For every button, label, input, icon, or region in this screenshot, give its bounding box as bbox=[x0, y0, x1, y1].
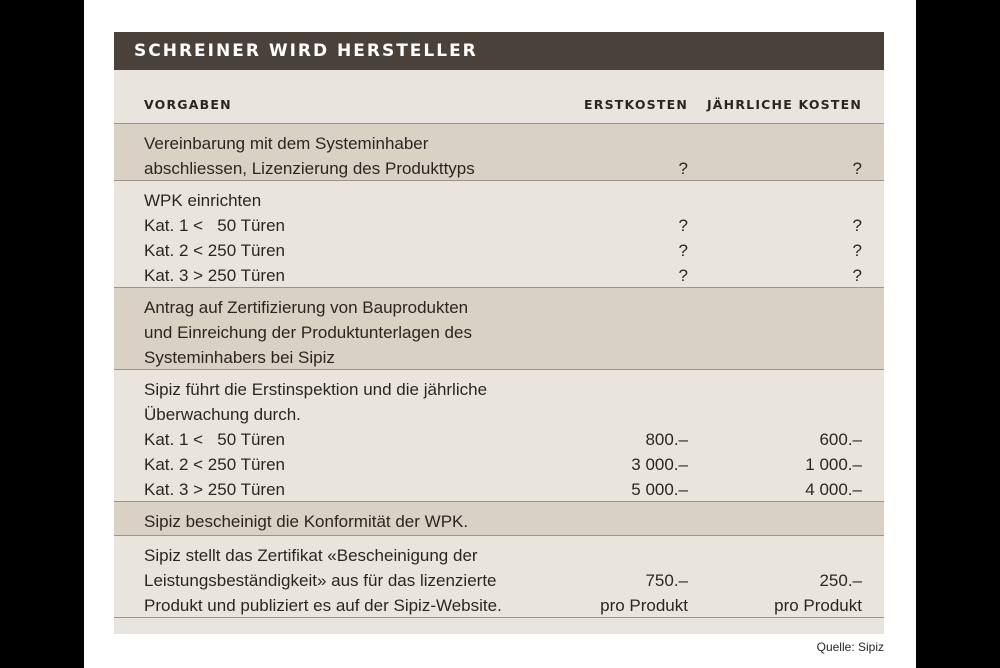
row-description: Kat. 2 < 250 Türen bbox=[144, 455, 285, 474]
row-description: Produkt und publiziert es auf der Sipiz-Website. bbox=[144, 596, 502, 615]
jaehrliche-kosten-value: 250.– bbox=[819, 571, 862, 590]
row-line bbox=[114, 477, 884, 502]
row-description: abschliessen, Lizenzierung des Produkttyps bbox=[144, 159, 475, 178]
table-row bbox=[114, 370, 884, 502]
erstkosten-value: 5 000.– bbox=[631, 480, 688, 499]
cost-table bbox=[114, 70, 884, 618]
table-header bbox=[114, 70, 884, 124]
row-line bbox=[114, 238, 884, 263]
table-row bbox=[114, 124, 884, 181]
table-row bbox=[114, 181, 884, 288]
row-line bbox=[114, 345, 884, 370]
row-line bbox=[114, 188, 884, 213]
row-line bbox=[114, 427, 884, 452]
jaehrliche-kosten-value: 600.– bbox=[819, 430, 862, 449]
table-title: SCHREINER WIRD HERSTELLER bbox=[114, 32, 884, 70]
row-line bbox=[114, 213, 884, 238]
row-description: und Einreichung der Produktunterlagen des bbox=[144, 323, 472, 342]
row-description: Kat. 2 < 250 Türen bbox=[144, 241, 285, 260]
row-description: Sipiz führt die Erstinspektion und die jährliche bbox=[144, 380, 488, 399]
jaehrliche-kosten-value: 1 000.– bbox=[805, 455, 862, 474]
row-description: Kat. 3 > 250 Türen bbox=[144, 266, 285, 285]
erstkosten-value: 800.– bbox=[645, 430, 688, 449]
row-line bbox=[114, 568, 884, 593]
row-line bbox=[114, 402, 884, 427]
page bbox=[84, 0, 916, 668]
table-row bbox=[114, 536, 884, 618]
erstkosten-value: 750.– bbox=[645, 571, 688, 590]
jaehrliche-kosten-value: 4 000.– bbox=[805, 480, 862, 499]
jaehrliche-kosten-value: ? bbox=[852, 241, 862, 260]
row-description: Antrag auf Zertifizierung von Bauprodukten bbox=[144, 298, 469, 317]
row-line bbox=[114, 131, 884, 156]
header-vorgaben: VORGABEN bbox=[144, 97, 232, 112]
row-description: WPK einrichten bbox=[144, 191, 262, 210]
row-line bbox=[114, 263, 884, 288]
row-description: Sipiz stellt das Zertifikat «Bescheinigung der bbox=[144, 546, 478, 565]
row-line bbox=[114, 543, 884, 568]
row-description: Sipiz bescheinigt die Konformität der WPK. bbox=[144, 512, 469, 531]
row-line bbox=[114, 320, 884, 345]
erstkosten-value: ? bbox=[678, 241, 688, 260]
header-jaehrliche-kosten: JÄHRLICHE KOSTEN bbox=[706, 97, 862, 112]
erstkosten-value: 3 000.– bbox=[631, 455, 688, 474]
row-description: Überwachung durch. bbox=[144, 405, 301, 424]
row-description: Kat. 1 < 50 Türen bbox=[144, 216, 285, 235]
row-line bbox=[114, 377, 884, 402]
table-body bbox=[114, 124, 884, 618]
table-row bbox=[114, 502, 884, 536]
row-line bbox=[114, 593, 884, 618]
row-description: Vereinbarung mit dem Systeminhaber bbox=[144, 134, 429, 153]
erstkosten-value: ? bbox=[678, 266, 688, 285]
table-panel bbox=[114, 32, 884, 634]
erstkosten-value: ? bbox=[678, 216, 688, 235]
row-description: Kat. 3 > 250 Türen bbox=[144, 480, 285, 499]
row-line bbox=[114, 452, 884, 477]
jaehrliche-kosten-value: pro Produkt bbox=[774, 596, 862, 615]
row-line bbox=[114, 295, 884, 320]
table-row bbox=[114, 288, 884, 370]
header-erstkosten: ERSTKOSTEN bbox=[584, 97, 688, 112]
row-line bbox=[114, 156, 884, 181]
row-line bbox=[114, 509, 884, 534]
erstkosten-value: pro Produkt bbox=[600, 596, 688, 615]
row-description: Systeminhabers bei Sipiz bbox=[144, 348, 335, 367]
row-description: Kat. 1 < 50 Türen bbox=[144, 430, 285, 449]
source-note: Quelle: Sipiz bbox=[816, 640, 884, 654]
row-description: Leistungsbeständigkeit» aus für das lizenzierte bbox=[144, 571, 497, 590]
jaehrliche-kosten-value: ? bbox=[852, 266, 862, 285]
jaehrliche-kosten-value: ? bbox=[852, 159, 862, 178]
erstkosten-value: ? bbox=[678, 159, 688, 178]
jaehrliche-kosten-value: ? bbox=[852, 216, 862, 235]
